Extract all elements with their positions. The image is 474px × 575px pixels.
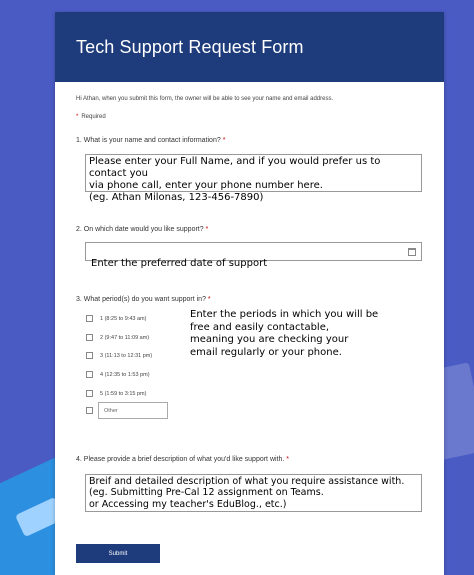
period-1-checkbox[interactable] [86,315,93,322]
question-3-label [76,296,211,303]
question-4-label [76,456,289,463]
period-option-5[interactable] [86,390,146,397]
question-3-required-star: * [207,296,211,303]
period-3-label: 3 (11:13 to 12:31 pm) [100,352,153,359]
question-1-text: 1. What is your name and contact information? [76,137,221,144]
question-3-text: 3. What period(s) do you want support in? [76,296,206,303]
question-1-answer-input[interactable]: Please enter your Full Name, and if you would prefer us to contact you via phone call, enter your phone number here. (eg. Athan Milonas, 123-456-7890) [85,154,422,192]
question-4-required-star: * [286,456,290,463]
required-note [76,114,106,120]
form-header [55,12,444,82]
period-option-2[interactable] [86,334,149,341]
period-option-other[interactable] [86,402,168,419]
period-option-3[interactable] [86,352,152,359]
question-2-text: 2. On which date would you like support? [76,226,204,233]
question-2-answer: Enter the preferred date of support [91,258,268,269]
period-4-label: 4 (12:35 to 1:53 pm) [100,371,150,378]
question-4-text: 4. Please provide a brief description of what you'd like support with. [76,456,285,463]
question-2-label [76,226,208,233]
other-text-input[interactable]: Other [98,402,168,419]
period-5-checkbox[interactable] [86,390,93,397]
period-option-4[interactable] [86,371,150,378]
required-star: * [76,114,79,120]
submit-button[interactable]: Submit [76,544,160,563]
period-2-checkbox[interactable] [86,334,93,341]
period-2-label: 2 (9:47 to 11:09 am) [100,334,150,341]
required-label: Required [81,114,106,120]
periods-note: Enter the periods in which you will be free and easily contactable, meaning you are checking your email regularly or your phone. [190,309,379,358]
account-info-text: Hi Athan, when you submit this form, the owner will be able to see your name and email address. [76,96,334,102]
question-2-required-star: * [205,226,209,233]
question-1-label [76,137,225,144]
period-1-label: 1 (8:25 to 9:43 am) [100,315,147,322]
calendar-icon[interactable] [408,248,416,256]
period-other-checkbox[interactable] [86,407,93,414]
question-2-date-input[interactable] [85,242,422,269]
period-4-checkbox[interactable] [86,371,93,378]
question-4-answer-input[interactable]: Breif and detailed description of what you require assistance with. (eg. Submitting Pre-Cal 12 assignment on Teams. or Accessing my teacher's EduBlog., etc.) [85,474,422,512]
form-card [55,12,444,575]
period-3-checkbox[interactable] [86,352,93,359]
period-option-1[interactable] [86,315,146,322]
period-5-label: 5 (1:59 to 3:15 pm) [100,390,147,397]
question-1-required-star: * [222,137,226,144]
form-title: Tech Support Request Form [76,36,304,57]
